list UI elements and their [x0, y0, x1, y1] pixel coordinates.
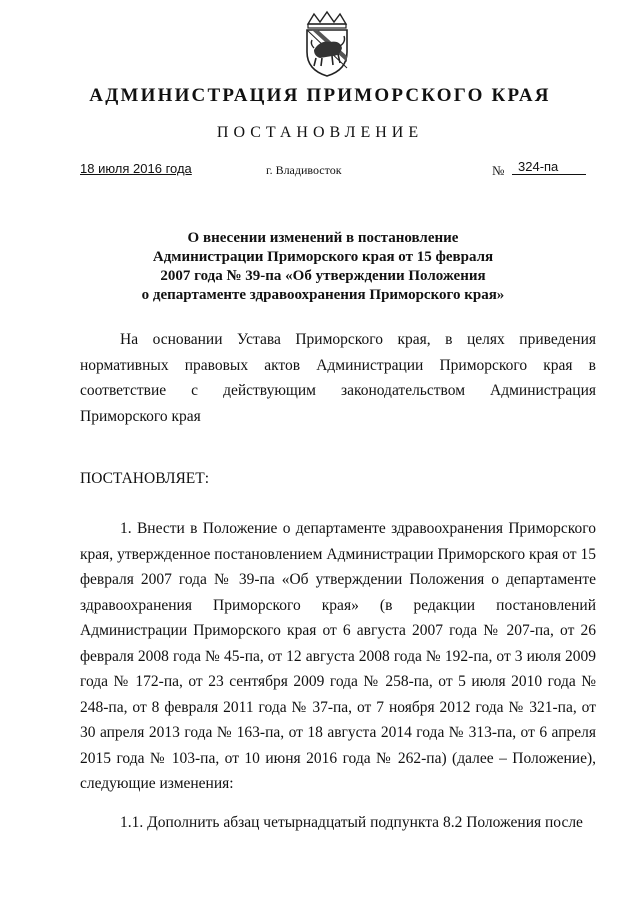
number-label: №: [492, 163, 505, 178]
document-number: 324-па: [512, 159, 586, 175]
subject-line: о департаменте здравоохранения Приморского края»: [141, 287, 505, 303]
coat-of-arms-icon: [300, 10, 354, 78]
item-1-paragraph: 1. Внести в Положение о департаменте здравоохранения Приморского края, утвержденное постановлением Администрации Приморского края от 15 февраля 2007 года № 39-па «Об утверждении Положения о департаменте здравоохранения Приморского края» (в редакции постановлений Администрации Приморского края от 6 августа 2007 года № 207-па, от 26 февраля 2008 года № 45-па, от 12 августа 2008 года № 192-па, от 3 июля 2009 года № 172-па, от 23 сентября 2009 года № 258-па, от 5 июля 2010 года № 248-па, от 8 февраля 2011 года № 37-па, от 7 ноября 2012 года № 321-па, от 30 апреля 2013 года № 163-па, от 18 августа 2014 года № 313-па, от 6 апреля 2015 года № 103-па, от 10 июня 2016 года № 262-па) (далее – Положение), следующие изменения:: [80, 520, 596, 792]
document-meta-row: [0, 161, 640, 185]
subject-line: О внесении изменений в постановление: [187, 230, 459, 246]
document-date: 18 июля 2016 года: [80, 161, 192, 176]
document-city: г. Владивосток: [266, 163, 342, 177]
preamble-paragraph: На основании Устава Приморского края, в целях приведения нормативных правовых актов Администрации Приморского края в соответствие с действующим законодательством Администрация Приморского края: [80, 331, 596, 425]
decree-word: ПОСТАНОВЛЯЕТ:: [80, 470, 210, 487]
document-type: ПОСТАНОВЛЕНИЕ: [216, 124, 424, 141]
subject-line: Администрации Приморского края от 15 февраля: [152, 249, 494, 265]
item-1-1-paragraph: 1.1. Дополнить абзац четырнадцатый подпункта 8.2 Положения после: [120, 814, 583, 831]
organization-title: АДМИНИСТРАЦИЯ ПРИМОРСКОГО КРАЯ: [89, 85, 551, 106]
document-subject: [80, 229, 566, 305]
subject-line: 2007 года № 39-па «Об утверждении Положения: [160, 268, 486, 284]
